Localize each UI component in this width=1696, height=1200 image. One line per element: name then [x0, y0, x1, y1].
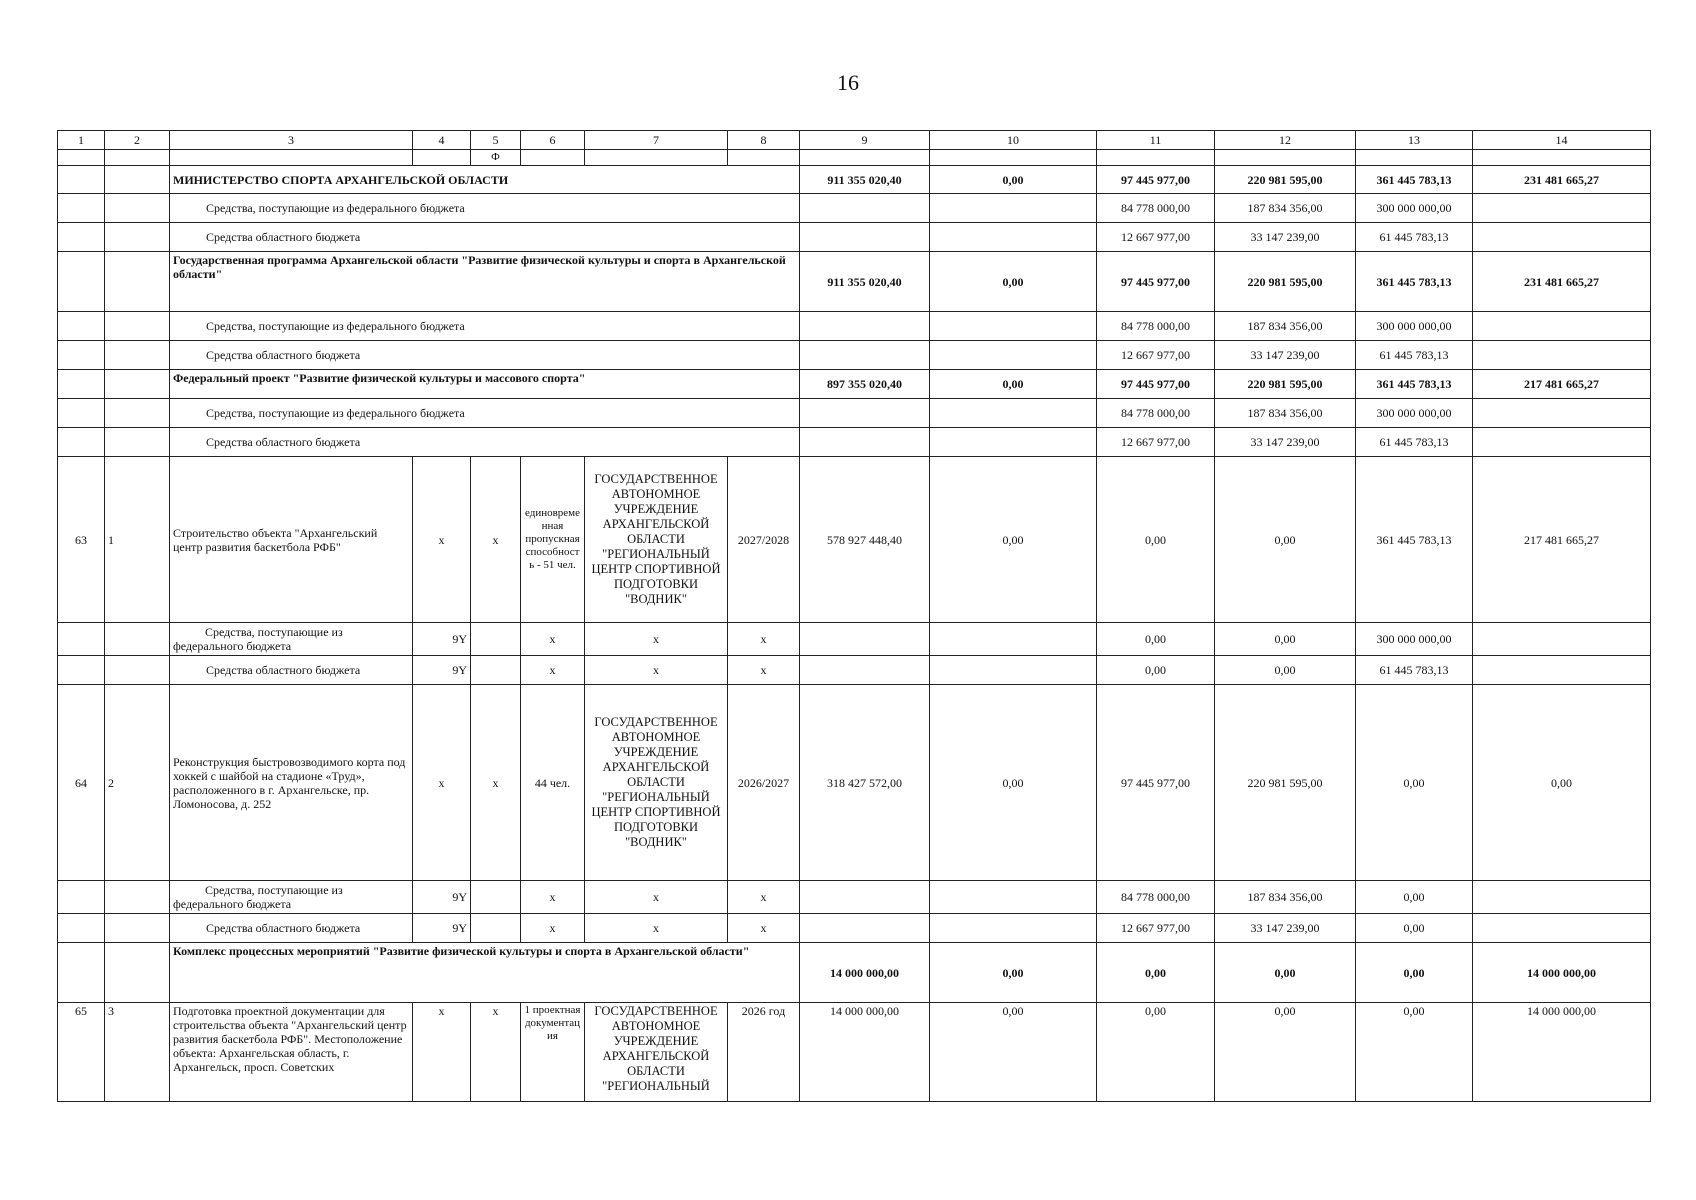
cell: 61 445 783,13	[1356, 341, 1473, 370]
cell: 0,00	[1097, 656, 1215, 685]
organization: ГОСУДАРСТВЕННОЕ АВТОНОМНОЕ УЧРЕЖДЕНИЕ АРХАНГЕЛЬСКОЙ ОБЛАСТИ "РЕГИОНАЛЬНЫЙ ЦЕНТР СПОРТИВНОЙ ПОДГОТОВКИ "ВОДНИК"	[585, 457, 728, 623]
cell: 0,00	[1097, 1003, 1215, 1102]
col-header: 3	[170, 131, 413, 150]
organization: ГОСУДАРСТВЕННОЕ АВТОНОМНОЕ УЧРЕЖДЕНИЕ АРХАНГЕЛЬСКОЙ ОБЛАСТИ "РЕГИОНАЛЬНЫЙ	[585, 1003, 728, 1102]
object-name: Строительство объекта "Архангельский центр развития баскетбола РФБ"	[170, 457, 413, 623]
capacity: 44 чел.	[521, 685, 585, 881]
cell: 61 445 783,13	[1356, 656, 1473, 685]
cell: x	[728, 914, 800, 943]
cell: 0,00	[930, 457, 1097, 623]
period: 2027/2028	[728, 457, 800, 623]
cell: 187 834 356,00	[1215, 194, 1356, 223]
cell: 61 445 783,13	[1356, 428, 1473, 457]
cell: 300 000 000,00	[1356, 399, 1473, 428]
cell: x	[471, 1003, 521, 1102]
cell: 361 445 783,13	[1356, 252, 1473, 312]
cell: 0,00	[1473, 685, 1651, 881]
cell: 97 445 977,00	[1097, 252, 1215, 312]
cell: 9Y	[413, 881, 471, 914]
cell: 0,00	[1215, 623, 1356, 656]
cell: x	[471, 685, 521, 881]
cell: 187 834 356,00	[1215, 881, 1356, 914]
cell: 231 481 665,27	[1473, 252, 1651, 312]
capacity: единовременная пропускная способность - 51 чел.	[521, 457, 585, 623]
cell: 220 981 595,00	[1215, 252, 1356, 312]
table-row	[58, 252, 1651, 312]
cell: 14 000 000,00	[1473, 1003, 1651, 1102]
unit-row	[58, 150, 1651, 166]
table-row	[58, 623, 1651, 656]
cell: 0,00	[1356, 881, 1473, 914]
section-title: Федеральный проект "Развитие физической культуры и массового спорта"	[170, 370, 800, 399]
cell: 0,00	[1215, 457, 1356, 623]
cell: 9Y	[413, 914, 471, 943]
column-number-row	[58, 131, 1651, 150]
cell: x	[728, 656, 800, 685]
col-header: 4	[413, 131, 471, 150]
cell: 12 667 977,00	[1097, 223, 1215, 252]
funding-label: Средства, поступающие из федерального бюджета	[170, 881, 413, 914]
cell: 0,00	[930, 685, 1097, 881]
cell: x	[585, 656, 728, 685]
section-title: МИНИСТЕРСТВО СПОРТА АРХАНГЕЛЬСКОЙ ОБЛАСТИ	[170, 166, 800, 194]
cell: x	[413, 685, 471, 881]
col-header: 12	[1215, 131, 1356, 150]
cell: 187 834 356,00	[1215, 312, 1356, 341]
table-row	[58, 1003, 1651, 1102]
funding-label: Средства, поступающие из федерального бюджета	[170, 399, 800, 428]
unit-cell: Ф	[471, 150, 521, 166]
cell: x	[521, 656, 585, 685]
table-row	[58, 399, 1651, 428]
cell: x	[413, 1003, 471, 1102]
cell: 0,00	[1215, 943, 1356, 1003]
cell: 0,00	[1097, 943, 1215, 1003]
cell: 220 981 595,00	[1215, 166, 1356, 194]
cell: 84 778 000,00	[1097, 312, 1215, 341]
capacity: 1 проектная документация	[521, 1003, 585, 1102]
cell: 361 445 783,13	[1356, 166, 1473, 194]
cell: 300 000 000,00	[1356, 194, 1473, 223]
organization: ГОСУДАРСТВЕННОЕ АВТОНОМНОЕ УЧРЕЖДЕНИЕ АРХАНГЕЛЬСКОЙ ОБЛАСТИ "РЕГИОНАЛЬНЫЙ ЦЕНТР СПОРТИВНОЙ ПОДГОТОВКИ "ВОДНИК"	[585, 685, 728, 881]
cell: 231 481 665,27	[1473, 166, 1651, 194]
object-name: Подготовка проектной документации для строительства объекта "Архангельский центр развития баскетбола РФБ". Местоположение объекта: Архангельская область, г. Архангельск, просп. Советских	[170, 1003, 413, 1102]
cell: 0,00	[1356, 943, 1473, 1003]
cell: 911 355 020,40	[800, 252, 930, 312]
cell: 61 445 783,13	[1356, 223, 1473, 252]
funding-label: Средства областного бюджета	[170, 428, 800, 457]
table-row	[58, 685, 1651, 881]
col-header: 11	[1097, 131, 1215, 150]
period: 2026/2027	[728, 685, 800, 881]
funding-label: Средства, поступающие из федерального бюджета	[170, 194, 800, 223]
cell: 97 445 977,00	[1097, 166, 1215, 194]
cell: 187 834 356,00	[1215, 399, 1356, 428]
cell: 0,00	[930, 943, 1097, 1003]
cell: 33 147 239,00	[1215, 914, 1356, 943]
cell: 0,00	[930, 166, 1097, 194]
cell: 84 778 000,00	[1097, 881, 1215, 914]
section-title: Государственная программа Архангельской области "Развитие физической культуры и спорта в Архангельской области"	[170, 252, 800, 312]
cell: 0,00	[1356, 1003, 1473, 1102]
cell: x	[585, 623, 728, 656]
col-header: 14	[1473, 131, 1651, 150]
cell: 220 981 595,00	[1215, 370, 1356, 399]
col-header: 10	[930, 131, 1097, 150]
cell: 84 778 000,00	[1097, 194, 1215, 223]
table-row	[58, 457, 1651, 623]
cell: 897 355 020,40	[800, 370, 930, 399]
cell: 0,00	[1356, 914, 1473, 943]
table-row	[58, 914, 1651, 943]
table-row	[58, 881, 1651, 914]
row-index: 1	[105, 457, 170, 623]
cell: 217 481 665,27	[1473, 457, 1651, 623]
table-row	[58, 312, 1651, 341]
col-header: 7	[585, 131, 728, 150]
row-number: 65	[58, 1003, 105, 1102]
col-header: 6	[521, 131, 585, 150]
page-number: 16	[837, 70, 859, 95]
cell: 33 147 239,00	[1215, 428, 1356, 457]
col-header: 13	[1356, 131, 1473, 150]
cell: x	[521, 914, 585, 943]
cell: 0,00	[1097, 457, 1215, 623]
cell: 84 778 000,00	[1097, 399, 1215, 428]
cell: 300 000 000,00	[1356, 312, 1473, 341]
cell: 0,00	[1215, 656, 1356, 685]
cell: 12 667 977,00	[1097, 341, 1215, 370]
cell: 33 147 239,00	[1215, 223, 1356, 252]
row-number: 64	[58, 685, 105, 881]
col-header: 2	[105, 131, 170, 150]
cell: x	[585, 914, 728, 943]
table-row	[58, 166, 1651, 194]
row-index: 2	[105, 685, 170, 881]
cell: 217 481 665,27	[1473, 370, 1651, 399]
table-row	[58, 223, 1651, 252]
cell: 14 000 000,00	[800, 943, 930, 1003]
cell: 14 000 000,00	[800, 1003, 930, 1102]
table-row	[58, 428, 1651, 457]
funding-label: Средства областного бюджета	[170, 341, 800, 370]
cell: 0,00	[1097, 623, 1215, 656]
col-header: 9	[800, 131, 930, 150]
cell: 0,00	[930, 370, 1097, 399]
cell: 33 147 239,00	[1215, 341, 1356, 370]
row-number: 63	[58, 457, 105, 623]
cell: 0,00	[930, 252, 1097, 312]
cell: 578 927 448,40	[800, 457, 930, 623]
cell: 12 667 977,00	[1097, 428, 1215, 457]
cell: x	[728, 881, 800, 914]
table-row	[58, 370, 1651, 399]
col-header: 5	[471, 131, 521, 150]
col-header: 8	[728, 131, 800, 150]
cell: 9Y	[413, 623, 471, 656]
cell: x	[521, 623, 585, 656]
cell: 14 000 000,00	[1473, 943, 1651, 1003]
cell: 318 427 572,00	[800, 685, 930, 881]
cell: 911 355 020,40	[800, 166, 930, 194]
funding-label: Средства, поступающие из федерального бюджета	[170, 312, 800, 341]
cell: 97 445 977,00	[1097, 370, 1215, 399]
funding-label: Средства, поступающие из федерального бюджета	[170, 623, 413, 656]
col-header: 1	[58, 131, 105, 150]
table-row	[58, 194, 1651, 223]
object-name: Реконструкция быстровозводимого корта под хоккей с шайбой на стадионе «Труд», расположенного в г. Архангельске, пр. Ломоносова, д. 252	[170, 685, 413, 881]
table-row	[58, 943, 1651, 1003]
cell: 361 445 783,13	[1356, 370, 1473, 399]
cell: x	[413, 457, 471, 623]
cell: 0,00	[930, 1003, 1097, 1102]
cell: x	[471, 457, 521, 623]
cell: 0,00	[1356, 685, 1473, 881]
cell: 97 445 977,00	[1097, 685, 1215, 881]
cell: x	[585, 881, 728, 914]
cell: 0,00	[1215, 1003, 1356, 1102]
budget-table	[57, 130, 1651, 1102]
cell: 9Y	[413, 656, 471, 685]
table-row	[58, 656, 1651, 685]
funding-label: Средства областного бюджета	[170, 914, 413, 943]
cell: 220 981 595,00	[1215, 685, 1356, 881]
section-title: Комплекс процессных мероприятий "Развитие физической культуры и спорта в Архангельской области"	[170, 943, 800, 1003]
period: 2026 год	[728, 1003, 800, 1102]
cell: 361 445 783,13	[1356, 457, 1473, 623]
row-index: 3	[105, 1003, 170, 1102]
cell: x	[521, 881, 585, 914]
funding-label: Средства областного бюджета	[170, 223, 800, 252]
cell: 300 000 000,00	[1356, 623, 1473, 656]
funding-label: Средства областного бюджета	[170, 656, 413, 685]
table-row	[58, 341, 1651, 370]
cell: x	[728, 623, 800, 656]
cell: 12 667 977,00	[1097, 914, 1215, 943]
